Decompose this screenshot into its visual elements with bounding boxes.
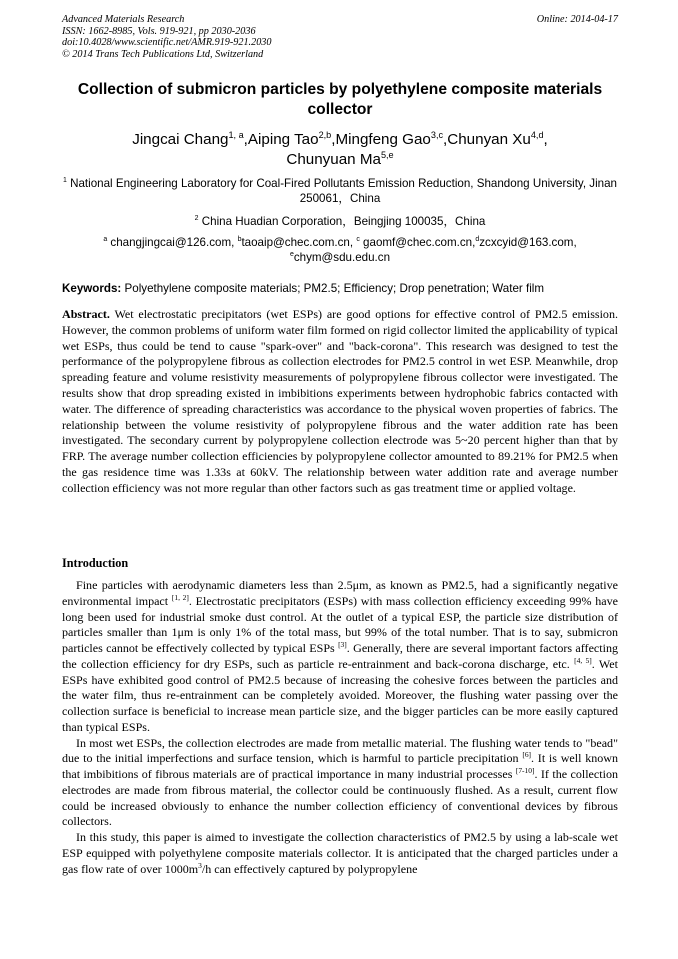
keywords-label: Keywords: xyxy=(62,282,122,295)
issn-line: ISSN: 1662-8985, Vols. 919-921, pp 2030-2036 xyxy=(62,25,256,37)
email-e[interactable]: chym@sdu.edu.cn xyxy=(293,251,391,264)
citation: 3 xyxy=(198,860,202,870)
email-d[interactable]: zcxcyid@163.com, xyxy=(479,236,577,249)
citation: [6] xyxy=(522,750,532,760)
email-c[interactable]: gaomf@chec.com.cn, xyxy=(363,236,476,249)
online-date: Online: 2014-04-17 xyxy=(536,14,618,25)
author-list xyxy=(62,130,618,170)
citation: [4, 5] xyxy=(574,655,592,665)
abstract xyxy=(62,307,618,497)
introduction-body xyxy=(62,578,618,877)
citation: [7-10] xyxy=(515,765,535,775)
affiliation-1: $^1$ National Engineering Laboratory for Coal-Fired Pollutants Emission Reduction, Shandong University, Jinan 250061，China xyxy=(62,177,618,205)
doi-line: doi:10.4028/www.scientific.net/AMR.919-921.2030 xyxy=(62,37,272,48)
affiliation-2: $^2$ China Huadian Corporation，Beingjing 100035，China xyxy=(194,215,486,228)
email-a[interactable]: changjingcai@126.com, xyxy=(110,236,238,249)
paragraph-3: In this study, this paper is aimed to investigate the collection characteristics of PM2.5 by using a lab-scale wet ESP equipped with polyethylene composite materials collector. It is anticipated that the charged particles under a gas flow rate of over $1000m^3/h$ can effectively captured by polypropylene xyxy=(62,830,618,876)
author-5: Chunyuan Ma$^{5,e}$ xyxy=(286,149,394,168)
email-list: $^a$ changjingcai@126.com, $^b$taoaip@chec.com.cn, $^c$ gaomf@chec.com.cn,$^d$zcxcyid@163.com, $^e$chym@sdu.edu.cn xyxy=(103,236,577,264)
citation: [1, 2] xyxy=(171,592,189,602)
keywords-text: Polyethylene composite materials; PM2.5; Efficiency; Drop penetration; Water film xyxy=(124,282,545,295)
abstract-label: Abstract. xyxy=(62,307,110,321)
journal-header xyxy=(62,14,618,60)
author-3: Mingfeng Gao$^{3,c}$, xyxy=(335,129,448,148)
author-2: Aiping Tao$^{2,b}$, xyxy=(247,129,336,148)
copyright-line: © 2014 Trans Tech Publications Ltd, Switzerland xyxy=(62,48,264,60)
section-heading-introduction: Introduction xyxy=(62,556,129,570)
author-4: Chunyan Xu$^{4,d}$, xyxy=(447,129,548,148)
email-b[interactable]: taoaip@chec.com.cn, xyxy=(241,236,357,249)
journal-name: Advanced Materials Research xyxy=(62,14,185,25)
author-1: Jingcai Chang$^{1, a}$, xyxy=(132,129,248,148)
citation: [3] xyxy=(338,639,347,649)
paper-title: Collection of submicron particles by polyethylene composite materials collector xyxy=(77,81,603,118)
keywords xyxy=(62,281,618,296)
paragraph-2: In most wet ESPs, the collection electrodes are made from metallic material. The flushing water tends to "bead" due to the initial imperfections and surface tension, which is harmful to particle precipitation [6]. It is well known that imbibitions of fibrous materials are of practical importance in many industrial processes [7-10]. If the collection electrodes are made from fibrous material, the collector could be continuously flushed. As a result, current flow could be increased obviously to enhance the number collection efficiency of conventional devices by fibrous collectors. xyxy=(62,735,618,829)
abstract-text: Wet electrostatic precipitators (wet ESPs) are good options for effective control of PM2.5 emission. However, the common problems of uniform water film formed on rigid collector limited the applicability of typical wet ESPs, thus could be tend to cause "spark-over" and "back-corona". This research was designed to test the performance of the polypropylene fibrous as collection electrodes for PM2.5 control in wet ESP. Meanwhile, drop spreading feature and volume resistivity measurements of polypropylene fibrous collector were investigated. The results show that drop spreading existed in imbibitions experiments between hydrophobic fabrics contacted with water. The difference of spreading characteristics was accordance to the physical woven properties of fabrics. The relationship between the volume resistivity of polypropylene fibrous and the water addition rate has been investigated. The secondary current by polypropylene collection electrode was 5~20 percent higher than that by FRP. The average number collection efficiencies by polypropylene collector amounted to 89.21% for PM2.5 when the gas residence time was 1.33s at 60kV. The relationship between water addition rate and average number collection efficiency was not more regular than other factors such as gas treatment time or applied voltage. xyxy=(62,307,618,495)
paragraph-1: Fine particles with aerodynamic diameters less than 2.5μm, as known as PM2.5, had a significantly negative environmental impact [1, 2]. Electrostatic precipitators (ESPs) with mass collection efficiency exceeding 99% have long been used for industrial smoke dust control. At the outlet of a typical ESP, the particle size distribution of particles smaller than 1μm is only 1% of the total mass, but 99% of the total number. That is to say, submicron particles cannot be effectively collected by typical ESPs [3]. Generally, there are several important factors affecting the collection efficiency for dry ESPs, such as particle re-entrainment and back-corona discharge, etc. [4, 5]. Wet ESPs have exhibited good control of PM2.5 because of increasing the cohesive forces between the particles and the water film, thus re-entrainment can be completely avoided. Moreover, the flushing water passing over the collection surface is beneficial to increase mean particle size, and the bigger particles can be more easily captured than typical ESPs. xyxy=(62,578,618,734)
